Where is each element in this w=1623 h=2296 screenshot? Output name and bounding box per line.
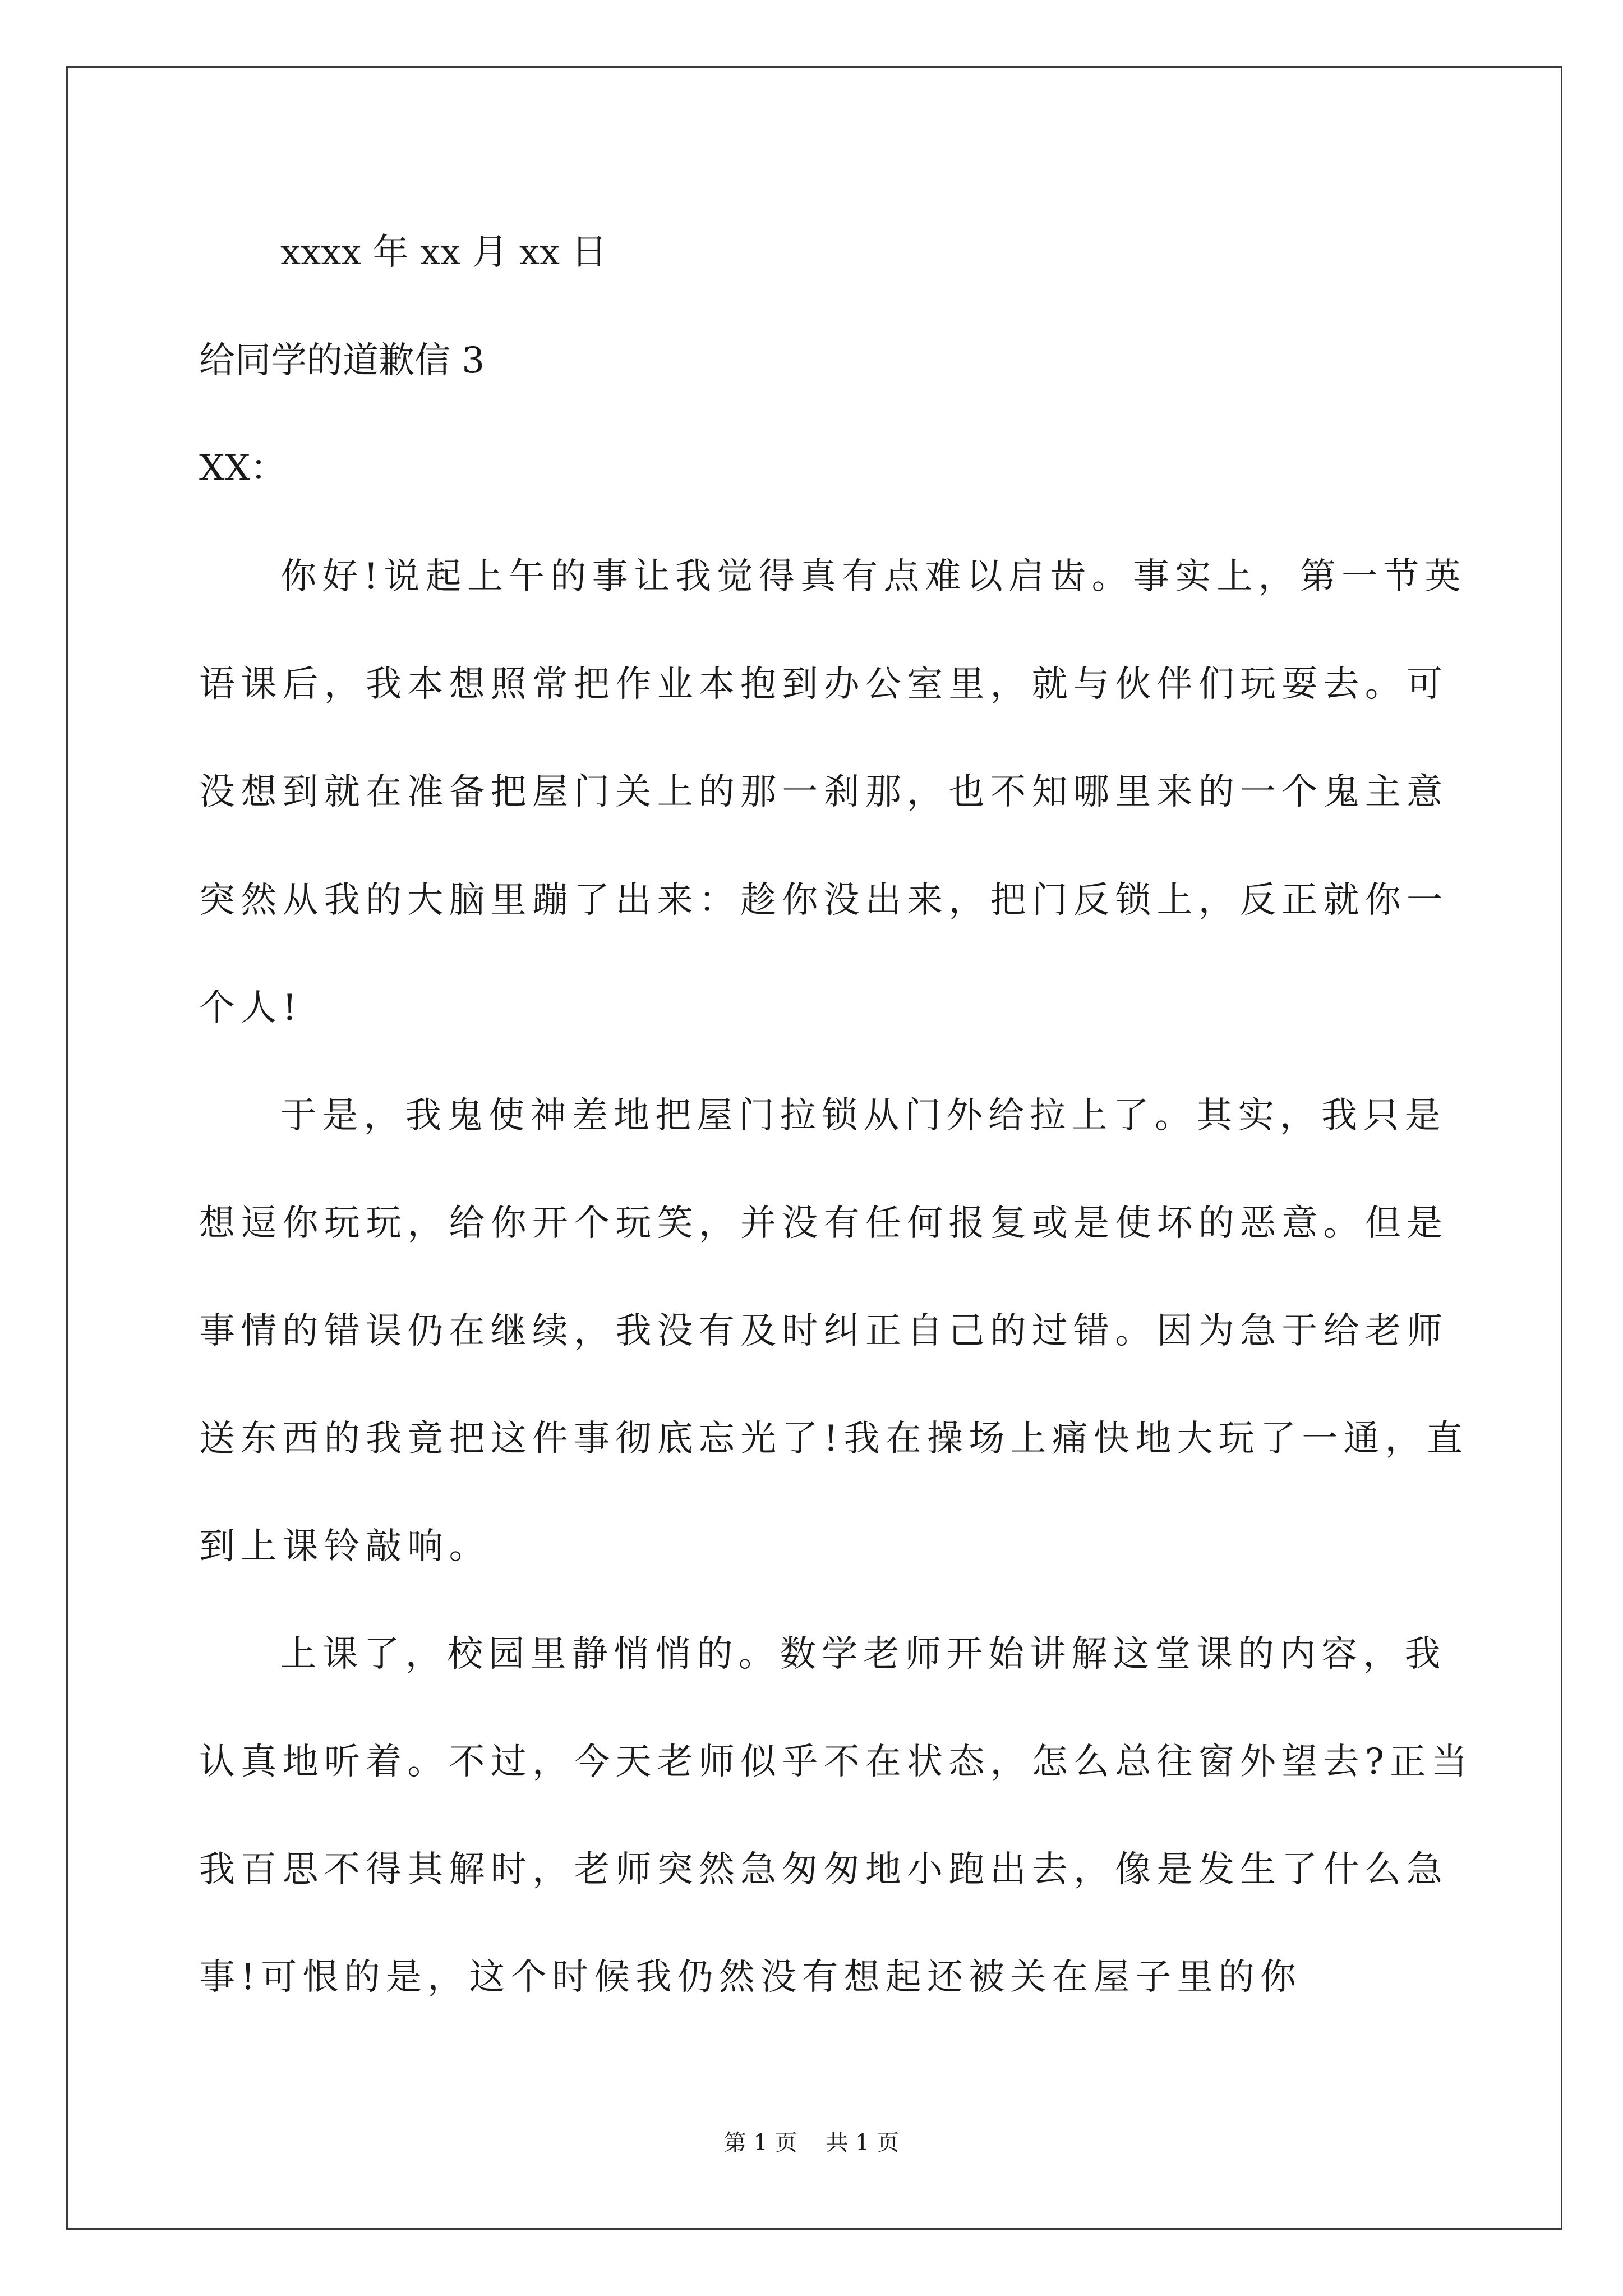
- date-line: xxxx 年 xx 月 xx 日: [280, 232, 607, 273]
- paragraph-3-line-1: 上课了，校园里静悄悄的。数学老师开始讲解这堂课的内容，我: [280, 1634, 1446, 1675]
- paragraph-2-line-4: 送东西的我竟把这件事彻底忘光了!我在操场上痛快地大玩了一通，直: [199, 1418, 1469, 1460]
- paragraph-3-line-2: 认真地听着。不过，今天老师似乎不在状态，怎么总往窗外望去?正当: [199, 1741, 1473, 1783]
- paragraph-2-line-5: 到上课铃敲响。: [199, 1526, 491, 1567]
- paragraph-2-line-2: 想逗你玩玩，给你开个玩笑，并没有任何报复或是使坏的恶意。但是: [199, 1203, 1449, 1244]
- page-border: [66, 66, 1562, 2230]
- paragraph-1-line-1: 你好!说起上午的事让我觉得真有点难以启齿。事实上，第一节英: [280, 556, 1467, 597]
- paragraph-3-line-3: 我百思不得其解时，老师突然急匆匆地小跑出去，像是发生了什么急: [199, 1849, 1449, 1890]
- page-footer: 第 1 页 共 1 页: [723, 2130, 900, 2156]
- paragraph-1-line-5: 个人!: [199, 987, 303, 1029]
- salutation: XX：: [199, 448, 287, 489]
- paragraph-1-line-3: 没想到就在准备把屋门关上的那一刹那，也不知哪里来的一个鬼主意: [199, 771, 1449, 813]
- paragraph-1-line-4: 突然从我的大脑里蹦了出来：趁你没出来，把门反锁上，反正就你一: [199, 880, 1449, 921]
- letter-title: 给同学的道歉信 3: [199, 340, 485, 381]
- paragraph-2-line-3: 事情的错误仍在继续，我没有及时纠正自己的过错。因为急于给老师: [199, 1310, 1449, 1352]
- paragraph-2-line-1: 于是，我鬼使神差地把屋门拉锁从门外给拉上了。其实，我只是: [280, 1095, 1446, 1137]
- paragraph-3-line-4: 事!可恨的是，这个时候我仍然没有想起还被关在屋子里的你: [199, 1957, 1302, 1998]
- paragraph-1-line-2: 语课后，我本想照常把作业本抱到办公室里，就与伙伴们玩耍去。可: [199, 664, 1449, 705]
